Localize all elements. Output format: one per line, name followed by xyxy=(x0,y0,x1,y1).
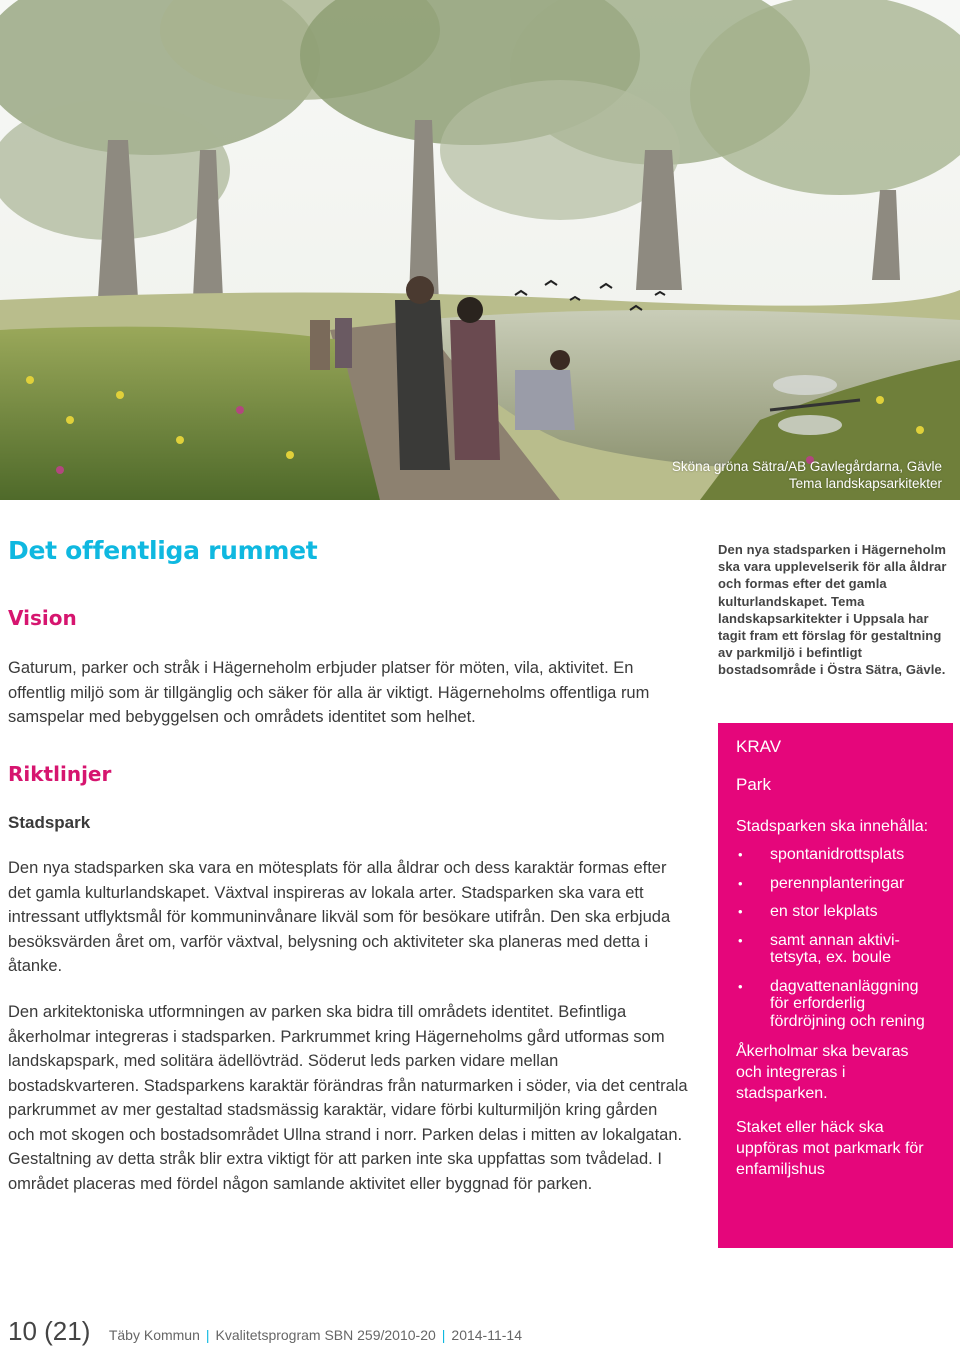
bullet-icon: • xyxy=(738,978,743,994)
krav-note-2: Staket eller häck ska uppföras mot parkmark för enfamiljshus xyxy=(736,1119,924,1178)
krav-item-text: en stor lekplats xyxy=(770,903,878,920)
krav-item-text: perennplanteringar xyxy=(770,874,905,892)
footer-doc: Kvalitetsprogram SBN 259/2010-20 xyxy=(215,1327,436,1343)
krav-list-item xyxy=(736,932,937,967)
image-credit xyxy=(672,458,942,492)
vision-text: Gaturum, parker och stråk i Hägerneholm erbjuder platser för möten, vila, aktivitet. En offentlig miljö som är tillgänglig och säker för alla är viktigt. Hägerneholms offentliga rum samspelar med bebyggelsen och områdets identitet som helhet. xyxy=(8,659,650,726)
krav-title: KRAV xyxy=(736,737,782,756)
vision-heading: Vision xyxy=(8,606,77,630)
bullet-icon: • xyxy=(738,932,743,948)
image-caption: Den nya stadsparken i Hägerneholm ska vara upplevelserik för alla åldrar och formas efter det gamla kulturlandskapet. Tema landskapsarkitekter i Uppsala har tagit fram ett förslag för gestaltning av parkmiljö i befintligt bostadsområde i Östra Sätra, Gävle. xyxy=(718,542,947,678)
krav-list-item xyxy=(736,978,937,1031)
krav-list-item xyxy=(736,875,937,893)
credit-line-2: Tema landskapsarkitekter xyxy=(788,476,942,491)
footer-separator: | xyxy=(205,1327,210,1343)
krav-list-item xyxy=(736,846,937,864)
page-title: Det offentliga rummet xyxy=(8,536,318,565)
bullet-icon: • xyxy=(738,904,743,919)
krav-box xyxy=(718,723,953,1248)
riktlinjer-heading: Riktlinjer xyxy=(8,762,112,786)
stadspark-paragraph-2: Den arkitektoniska utformningen av parken ska bidra till områdets identitet. Befintliga åkerholmar integreras i stadsparken. Parkrummet kring Hägerneholms gård utformas som landskapspark, med solitära ädellövträd. Söderut leds parken vidare mellan bostadskvarteren. Stadsparkens karaktär förändras från naturmarken i söder, via det centrala parkrummet av mer gestaltad stadsmässig karaktär, vidare förbi kulturmiljön kring gården och mot skogen och bostadsområdet Ullna strand i norr. Parken delas i mitten av lokalgatan. Gestaltning av detta stråk blir extra viktigt för att parken inte ska uppfattas som tvådelad. I området placeras med fördel någon samlande aktivitet eller byggnad för parken. xyxy=(8,1003,688,1193)
footer-separator: | xyxy=(441,1327,446,1343)
page-footer xyxy=(8,1316,522,1347)
footer-date: 2014-11-14 xyxy=(451,1327,522,1343)
krav-intro: Stadsparken ska innehålla: xyxy=(736,818,929,835)
page-number: 10 (21) xyxy=(8,1316,91,1346)
hero-illustration xyxy=(0,0,960,500)
park-rendering-image xyxy=(0,0,960,500)
krav-note-1: Åkerholmar ska bevaras och integreras i stadsparken. xyxy=(736,1043,909,1102)
stadspark-paragraph-1: Den nya stadsparken ska vara en mötesplats för alla åldrar och dess karaktär formas efter det gamla kulturlandskapet. Växtval inspireras av lokala arter. Stadsparken ska vara ett intressant utflyktsmål för kommuninvånare likväl som för besökare utifrån. Den ska erbjuda besöksvärden året om, varför växtval, belysning och aktiviteter ska planeras med detta i åtanke. xyxy=(8,859,671,975)
krav-item-text: spontanidrottsplats xyxy=(770,846,905,863)
krav-item-text: samt annan aktivitetsyta, ex. boule xyxy=(770,931,900,966)
krav-list-item xyxy=(736,903,937,921)
krav-park-label: Park xyxy=(736,775,771,794)
bullet-icon: • xyxy=(738,847,743,862)
credit-line-1: Sköna gröna Sätra/AB Gavlegårdarna, Gävle xyxy=(671,459,942,474)
bullet-icon: • xyxy=(738,875,743,891)
krav-item-text: dagvattenanläggning för erforderlig fördröjning och rening xyxy=(770,977,925,1030)
stadspark-subheading: Stadspark xyxy=(8,813,91,832)
footer-org: Täby Kommun xyxy=(108,1327,200,1343)
krav-list xyxy=(736,846,937,1030)
